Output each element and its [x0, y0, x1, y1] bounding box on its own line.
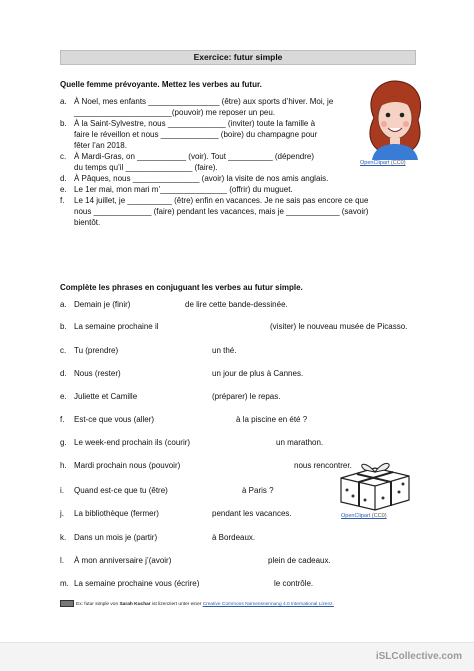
list-item: a. À Noel, mes enfants ________________ (être) aux sports d’hiver. Moi, je	[60, 97, 334, 106]
list-item: c. Tu (prendre) un thé.	[60, 346, 237, 355]
face-credit[interactable]: OpenClipart (CC0)	[360, 160, 406, 166]
cc-license-icon	[60, 600, 74, 607]
list-item: h. Mardi prochain nous (pouvoir) nous rencontrer.	[60, 461, 352, 470]
woman-face-illustration	[360, 78, 430, 170]
gift-credit[interactable]: OpenClipart (CC0)	[341, 513, 387, 519]
list-item: b. À la Saint-Sylvestre, nous _____________ (inviter) toute la famille à	[60, 119, 316, 128]
list-item: e. Juliette et Camille (préparer) le repas.	[60, 392, 281, 401]
list-item: d. À Pâques, nous _______________ (avoir) la visite de nos amis anglais.	[60, 174, 329, 183]
list-item: j. La bibliothèque (fermer) pendant les vacances.	[60, 509, 292, 518]
list-item: du temps qu’il _______________ (faire).	[74, 163, 218, 172]
license-footer: Ex: futur simple von Sarah Kuchar ist lizenziert unter einer Creative Commons Namensnennung 4.0 International Lizenz.	[60, 600, 334, 607]
list-item: nous _____________ (faire) pendant les vacances, mais je ____________ (savoir)	[74, 207, 369, 216]
gift-illustration	[335, 456, 413, 520]
list-item: e. Le 1er mai, mon mari m’_______________ (offrir) du muguet.	[60, 185, 293, 194]
site-footer-bar	[0, 642, 474, 671]
section2-heading: Complète les phrases en conjuguant les verbes au futur simple.	[60, 283, 303, 292]
worksheet-title: Exercice: futur simple	[60, 50, 416, 65]
list-item: g. Le week-end prochain ils (courir) un marathon.	[60, 438, 324, 447]
section1-heading: Quelle femme prévoyante. Mettez les verbes au futur.	[60, 80, 262, 89]
gift-icon	[335, 456, 413, 512]
list-item: b. La semaine prochaine il (visiter) le nouveau musée de Picasso.	[60, 322, 408, 331]
list-item: ______________________(pouvoir) me reposer un peu.	[74, 108, 276, 117]
list-item: bientôt.	[74, 218, 101, 227]
site-brand[interactable]: iSLCollective.com	[375, 651, 462, 662]
list-item: l. À mon anniversaire j’(avoir) plein de cadeaux.	[60, 556, 331, 565]
list-item: f. Est-ce que vous (aller) à la piscine en été ?	[60, 415, 308, 424]
list-item: k. Dans un mois je (partir) à Bordeaux.	[60, 533, 256, 542]
list-item: a. Demain je (finir) de lire cette bande-dessinée.	[60, 300, 288, 309]
list-item: i. Quand est-ce que tu (être) à Paris ?	[60, 486, 274, 495]
license-link[interactable]: Creative Commons Namensnennung 4.0 International Lizenz.	[202, 601, 334, 607]
section1-list	[60, 96, 369, 228]
list-item: m. La semaine prochaine vous (écrire) le contrôle.	[60, 579, 314, 588]
list-item: faire le réveillon et nous _____________ (boire) du champagne pour	[74, 130, 318, 139]
woman-face-icon	[360, 78, 430, 160]
list-item: d. Nous (rester) un jour de plus à Cannes.	[60, 369, 304, 378]
list-item: f. Le 14 juillet, je __________ (être) enfin en vacances. Je ne sais pas encore ce que	[60, 196, 369, 205]
list-item: fêter l’an 2018.	[74, 141, 127, 150]
list-item: c. À Mardi-Gras, on ___________ (voir). Tout __________ (dépendre)	[60, 152, 315, 161]
